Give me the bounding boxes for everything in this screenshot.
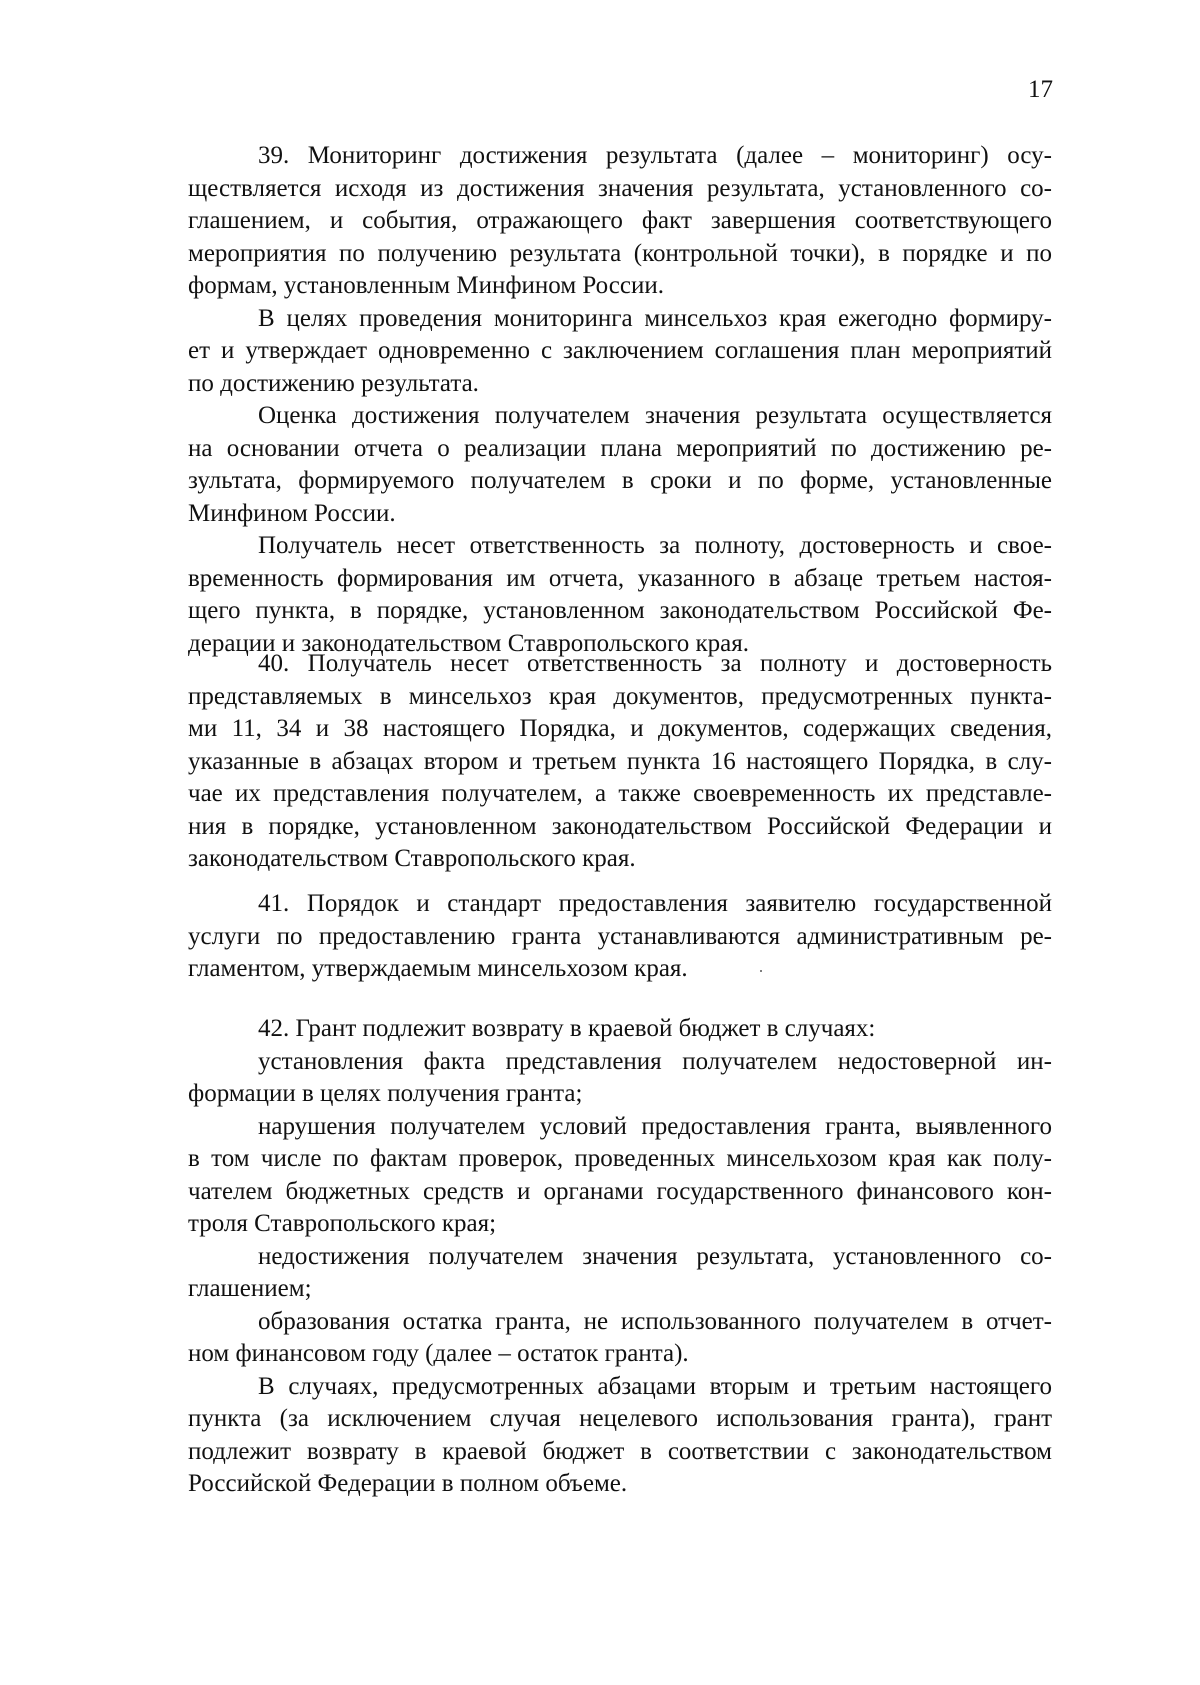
text-line: 41. Порядок и стандарт предоставления заявителю государственной <box>258 890 1052 917</box>
text-line: глашением, и события, отражающего факт завершения соответствующего <box>188 207 1052 234</box>
text-line: пункта (за исключением случая нецелевого использования гранта), грант <box>188 1405 1052 1432</box>
text-line: по достижению результата. <box>188 369 479 397</box>
text-line: щего пункта, в порядке, установленном законодательством Российской Фе- <box>188 597 1052 624</box>
text-line: В целях проведения мониторинга минсельхоз края ежегодно формиру- <box>258 304 1052 332</box>
paragraph <box>188 1241 1052 1306</box>
section-42 <box>188 1013 1052 1501</box>
text-line: подлежит возврату в краевой бюджет в соответствии с законодательством <box>188 1437 1052 1465</box>
text-line: чае их представления получателем, а также своевременность их представле- <box>188 780 1052 807</box>
section-39 <box>188 140 1052 660</box>
text-line: Минфином России. <box>188 499 396 527</box>
text-line: законодательством Ставропольского края. <box>188 845 636 872</box>
text-line: указанные в абзацах втором и третьем пункта 16 настоящего Порядка, в слу- <box>188 747 1052 775</box>
text-line: гламентом, утверждаемым минсельхозом края. <box>188 955 688 982</box>
text-line: образования остатка гранта, не использованного получателем в отчет- <box>258 1307 1052 1335</box>
paragraph <box>188 303 1052 401</box>
section-40 <box>188 648 1052 876</box>
scan-speck <box>760 970 762 972</box>
text-line: 42. Грант подлежит возврату в краевой бюджет в случаях: <box>258 1015 876 1042</box>
paragraph <box>188 888 1052 986</box>
text-line: мероприятия по получению результата (контрольной точки), в порядке и по <box>188 239 1052 267</box>
text-line: в том числе по фактам проверок, проведенных минсельхозом края как полу- <box>188 1145 1052 1172</box>
text-line: чателем бюджетных средств и органами государственного финансового кон- <box>188 1177 1052 1205</box>
paragraph <box>188 140 1052 303</box>
text-line: зультата, формируемого получателем в сроки и по форме, установленные <box>188 467 1052 494</box>
text-line: установления факта представления получателем недостоверной ин- <box>258 1047 1052 1075</box>
paragraph <box>188 1013 1052 1046</box>
text-line: ния в порядке, установленном законодательством Российской Федерации и <box>188 812 1052 840</box>
text-line: представляемых в минсельхоз края документов, предусмотренных пункта- <box>188 682 1052 710</box>
paragraph <box>188 1111 1052 1241</box>
text-line: 39. Мониторинг достижения результата (далее – мониторинг) осу- <box>258 142 1052 169</box>
text-line: Получатель несет ответственность за полноту, достоверность и свое- <box>258 532 1052 559</box>
paragraph <box>188 1306 1052 1371</box>
text-line: формации в целях получения гранта; <box>188 1080 583 1107</box>
paragraph <box>188 530 1052 660</box>
page-number: 17 <box>1028 76 1053 103</box>
text-line: Российской Федерации в полном объеме. <box>188 1470 628 1497</box>
text-line: временность формирования им отчета, указанного в абзаце третьем настоя- <box>188 564 1052 592</box>
text-line: В случаях, предусмотренных абзацами вторым и третьим настоящего <box>258 1372 1052 1400</box>
text-line: ет и утверждает одновременно с заключением соглашения план мероприятий <box>188 337 1052 364</box>
text-line: 40. Получатель несет ответственность за полноту и достоверность <box>258 650 1052 677</box>
text-line: глашением; <box>188 1275 312 1302</box>
paragraph <box>188 1046 1052 1111</box>
paragraph <box>188 400 1052 530</box>
text-line: нарушения получателем условий предоставления гранта, выявленного <box>258 1112 1052 1140</box>
text-line: формам, установленным Минфином России. <box>188 272 665 299</box>
paragraph <box>188 648 1052 876</box>
text-line: Оценка достижения получателем значения результата осуществляется <box>258 402 1052 429</box>
text-line: дерации и законодательством Ставропольского края. <box>188 629 749 657</box>
text-line: троля Ставропольского края; <box>188 1210 497 1237</box>
text-line: ном финансовом году (далее – остаток гранта). <box>188 1340 689 1367</box>
text-line: недостижения получателем значения результата, установленного со- <box>258 1242 1052 1270</box>
text-line: услуги по предоставлению гранта устанавливаются административным ре- <box>188 922 1052 950</box>
paragraph <box>188 1371 1052 1501</box>
text-line: ми 11, 34 и 38 настоящего Порядка, и документов, содержащих сведения, <box>188 715 1052 742</box>
text-line: на основании отчета о реализации плана мероприятий по достижению ре- <box>188 434 1052 462</box>
text-line: ществляется исходя из достижения значения результата, установленного со- <box>188 174 1052 202</box>
section-41 <box>188 888 1052 986</box>
